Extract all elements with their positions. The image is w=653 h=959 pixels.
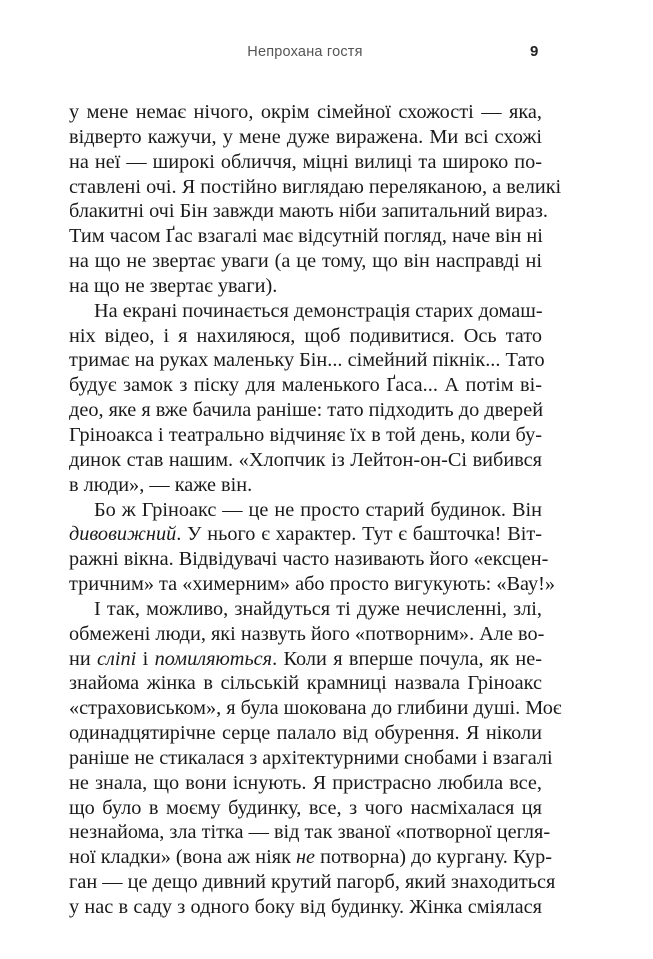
- italic-text: сліпі: [97, 647, 137, 670]
- text-segment: на що не звертає уваги).: [69, 274, 278, 297]
- page-number: 9: [530, 43, 539, 60]
- text-segment: ної кладки» (вона аж ніяк: [69, 846, 296, 869]
- text-line: [69, 274, 542, 299]
- text-line: [69, 175, 562, 200]
- text-segment: део, яке я вже бачила раніше: тато підходить до дверей: [69, 399, 544, 422]
- text-segment: на що не звертає уваги (а це тому, що він насправді ні: [69, 250, 542, 273]
- text-segment: відверто кажучи, у мене дуже виражена. Ми всі схожі: [69, 125, 542, 148]
- text-line: [69, 671, 542, 696]
- italic-text: помиляються: [154, 647, 273, 670]
- text-segment: . У нього є характер. Тут є башточка! Віт-: [176, 523, 542, 546]
- text-line: [69, 423, 542, 448]
- text-line: [69, 373, 542, 398]
- text-segment: Гріноакса і театрально відчиняє їх в той день, коли бу-: [69, 423, 542, 446]
- text-line: [69, 522, 542, 547]
- body-text: [69, 100, 562, 920]
- text-line: [69, 895, 542, 920]
- text-line: [69, 547, 549, 572]
- italic-text: не: [296, 846, 316, 869]
- text-segment: знайома жінка в сільській крамниці назвала Гріноакс: [69, 672, 542, 695]
- paragraph: [69, 597, 562, 920]
- text-line: [69, 746, 553, 771]
- text-segment: . Коли я вперше почула, як не-: [272, 647, 543, 670]
- text-line: [69, 820, 551, 845]
- text-segment: обмежені люди, які назвуть його «потворним». Але во-: [69, 622, 545, 645]
- text-line: [69, 572, 556, 597]
- text-line: [69, 398, 542, 423]
- text-segment: незнайома, зла тітка — від так званої «потворної цегля-: [69, 821, 551, 844]
- text-line: [69, 324, 542, 349]
- text-line: [69, 721, 542, 746]
- text-segment: ставлені очі. Я постійно виглядаю переляканою, а великі: [69, 175, 562, 198]
- paragraph: [69, 299, 545, 498]
- text-segment: і: [136, 647, 155, 670]
- text-line: [69, 299, 542, 324]
- text-line: [69, 622, 545, 647]
- paragraph: [69, 100, 562, 299]
- text-line: [69, 125, 542, 150]
- text-segment: раніше не стикалася з архітектурними снобами і взагалі: [69, 746, 553, 769]
- text-segment: Бо ж Гріноакс — це не просто старий будинок. Він: [94, 498, 542, 521]
- text-segment: блакитні очі Бін завжди мають ніби запитальний вираз.: [69, 200, 548, 223]
- text-segment: ган — це дещо дивний крутий пагорб, який знаходиться: [69, 871, 556, 894]
- text-line: [69, 448, 542, 473]
- text-line: [69, 224, 542, 249]
- text-line: [69, 597, 542, 622]
- text-segment: тричним» та «химерним» або просто вигукують: «Вау!»: [69, 573, 556, 596]
- text-segment: на неї — широкі обличчя, міцні вилиці та широко по-: [69, 150, 542, 173]
- text-segment: ніх відео, і я нахиляюся, щоб подивитися. Ось тато: [69, 324, 542, 347]
- text-segment: ни: [69, 647, 98, 670]
- text-line: [69, 100, 542, 125]
- text-line: [69, 845, 552, 870]
- text-line: [69, 473, 542, 498]
- text-segment: у нас в саду з одного боку від будинку. Жінка сміялася: [69, 896, 542, 918]
- text-segment: не знала, що вони існують. Я пристрасно любила все,: [69, 771, 542, 794]
- text-segment: що було в моєму будинку, все, з чого насміхалася ця: [69, 796, 542, 819]
- text-segment: Тим часом Ґас взагалі має відсутній погляд, наче він ні: [69, 225, 543, 248]
- text-line: [69, 348, 545, 373]
- text-line: [69, 696, 562, 721]
- text-segment: «страховиськом», я була шокована до глибини душі. Моє: [69, 697, 562, 720]
- text-line: [69, 150, 542, 175]
- text-segment: будує замок з піску для маленького Ґаса... А потім ві-: [69, 374, 542, 397]
- text-segment: одинадцятирічне серце палало від обурення. Я ніколи: [69, 722, 542, 745]
- text-segment: ражні вікна. Відвідувачі часто називають його «ексцен-: [69, 548, 549, 571]
- text-segment: динок став нашим. «Хлопчик із Лейтон-он-Сі вибився: [69, 448, 542, 471]
- text-line: [69, 771, 542, 796]
- running-header: [0, 44, 653, 64]
- text-line: [69, 647, 542, 672]
- text-segment: І так, можливо, знайдуться ті дуже нечисленні, злі,: [94, 597, 542, 620]
- text-segment: в люди», — каже він.: [69, 473, 253, 496]
- text-segment: На екрані починається демонстрація старих домаш-: [94, 299, 543, 322]
- text-segment: у мене немає нічого, окрім сімейної схожості — яка,: [69, 101, 542, 123]
- text-segment: потворна) до кургану. Кур-: [315, 846, 552, 869]
- text-segment: тримає на руках маленьку Бін... сімейний пікнік... Тато: [69, 349, 545, 372]
- text-line: [69, 498, 542, 523]
- text-line: [69, 870, 556, 895]
- text-line: [69, 199, 548, 224]
- text-line: [69, 249, 542, 274]
- paragraph: [69, 498, 556, 597]
- chapter-title: Непрохана гостя: [247, 44, 363, 60]
- italic-text: дивовижний: [69, 523, 177, 546]
- text-line: [69, 796, 542, 821]
